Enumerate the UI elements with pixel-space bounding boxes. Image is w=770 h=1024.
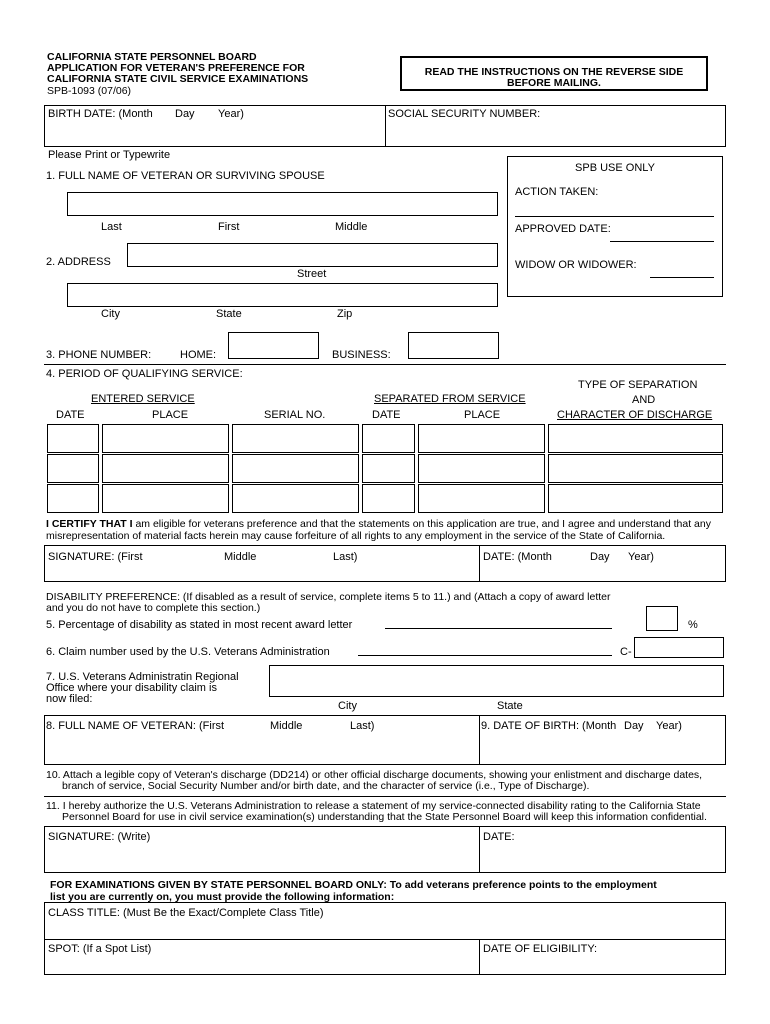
- section-divider: [44, 364, 726, 365]
- service-cell[interactable]: [362, 424, 415, 453]
- service-cell[interactable]: [362, 454, 415, 483]
- form-title-line2: CALIFORNIA STATE CIVIL SERVICE EXAMINATIONS: [47, 73, 309, 85]
- item10-line1: 10. Attach a legible copy of Veteran's discharge (DD214) or other official discharge documents, showing your enlistment and discharge dates,: [46, 769, 703, 781]
- widow-label: WIDOW OR WIDOWER:: [515, 259, 637, 271]
- home-phone-input[interactable]: [228, 332, 319, 359]
- disability-line2: and you do not have to complete this section.): [46, 602, 261, 614]
- character-label: CHARACTER OF DISCHARGE: [557, 409, 713, 421]
- authorization-date-field[interactable]: [483, 846, 721, 870]
- item8-label: 8. FULL NAME OF VETERAN:: [46, 720, 196, 732]
- class-title-field[interactable]: [48, 921, 722, 937]
- divider: [44, 939, 726, 940]
- birth-year-label: Year): [218, 108, 244, 120]
- print-note: Please Print or Typewrite: [48, 149, 171, 161]
- certify-lead: I CERTIFY THAT I: [46, 518, 133, 530]
- birth-date-field[interactable]: [48, 123, 378, 143]
- eligibility-date-field[interactable]: [483, 957, 721, 973]
- service-cell[interactable]: [232, 454, 359, 483]
- action-taken-line: [515, 216, 714, 217]
- service-cell[interactable]: [102, 454, 229, 483]
- approved-date-label: APPROVED DATE:: [515, 223, 611, 235]
- claim-prefix: C-: [620, 646, 632, 658]
- signature-field[interactable]: [48, 565, 473, 580]
- item11-date-label: DATE:: [483, 831, 515, 843]
- address-label: 2. ADDRESS: [46, 256, 111, 268]
- last-label: Last: [101, 221, 122, 233]
- phone-label: 3. PHONE NUMBER:: [46, 349, 152, 361]
- col-place2: PLACE: [464, 409, 501, 421]
- service-cell[interactable]: [102, 484, 229, 513]
- service-cell[interactable]: [47, 454, 99, 483]
- full-name-input[interactable]: [67, 192, 498, 216]
- item7-line1: 7. U.S. Veterans Administratin Regional: [46, 671, 239, 683]
- home-label: HOME:: [180, 349, 217, 361]
- form-number: SPB-1093 (07/06): [47, 85, 132, 97]
- sig-first: SIGNATURE: (First: [48, 551, 143, 563]
- exams-line2: list you are currently on, you must provide the following information:: [50, 891, 395, 903]
- item8-last: Last): [350, 720, 375, 732]
- certify-line1: [46, 518, 711, 530]
- divider: [479, 545, 480, 582]
- col-date: DATE: [56, 409, 85, 421]
- service-cell[interactable]: [362, 484, 415, 513]
- date-day: Day: [590, 551, 610, 563]
- col-date2: DATE: [372, 409, 401, 421]
- item6-line: [358, 655, 612, 656]
- eligibility-label: DATE OF ELIGIBILITY:: [483, 943, 598, 955]
- office-state-label: State: [497, 700, 523, 712]
- exams-line1: FOR EXAMINATIONS GIVEN BY STATE PERSONNEL BOARD ONLY: To add veterans preference points to the employment: [50, 879, 657, 891]
- signature-date-field[interactable]: [483, 565, 721, 580]
- business-phone-input[interactable]: [408, 332, 499, 359]
- service-cell[interactable]: [47, 424, 99, 453]
- full-name-label: 1. FULL NAME OF VETERAN OR SURVIVING SPOUSE: [46, 170, 325, 182]
- disability-line1: DISABILITY PREFERENCE: (If disabled as a result of service, complete items 5 to 11.) and (Attach a copy of award letter: [46, 591, 611, 603]
- zip-label: Zip: [337, 308, 353, 320]
- item9-year: Year): [656, 720, 682, 732]
- service-cell[interactable]: [418, 484, 545, 513]
- birth-day-label: Day: [175, 108, 195, 120]
- item10-line2: branch of service, Social Security Number and/or birth date, and the character of service (i.e., Type of Discharge).: [62, 780, 590, 792]
- ssn-field[interactable]: [390, 123, 720, 143]
- class-title-label: CLASS TITLE: (Must Be the Exact/Complete Class Title): [48, 907, 324, 919]
- disability-percent-input[interactable]: [646, 606, 678, 631]
- ssn-label: SOCIAL SECURITY NUMBER:: [388, 108, 541, 120]
- action-taken-label: ACTION TAKEN:: [515, 186, 599, 198]
- street-input[interactable]: [127, 243, 498, 267]
- regional-office-input[interactable]: [269, 665, 724, 697]
- approved-date-line: [610, 241, 714, 242]
- form-title-line1: APPLICATION FOR VETERAN'S PREFERENCE FOR: [47, 62, 305, 74]
- divider: [479, 939, 480, 975]
- service-period-label: 4. PERIOD OF QUALIFYING SERVICE:: [46, 368, 243, 380]
- item9-day: Day: [624, 720, 644, 732]
- item8-middle: Middle: [270, 720, 303, 732]
- authorization-signature-field[interactable]: [48, 846, 473, 870]
- service-cell[interactable]: [548, 424, 723, 453]
- office-city-label: City: [338, 700, 357, 712]
- city-label: City: [101, 308, 120, 320]
- item11-sig-label: SIGNATURE: (Write): [48, 831, 151, 843]
- divider: [385, 105, 386, 147]
- notice-line2: BEFORE MAILING.: [507, 77, 601, 89]
- section-divider: [44, 796, 726, 797]
- sig-middle: Middle: [224, 551, 257, 563]
- service-cell[interactable]: [232, 424, 359, 453]
- spot-label: SPOT: (If a Spot List): [48, 943, 152, 955]
- agency-name: CALIFORNIA STATE PERSONNEL BOARD: [47, 51, 257, 63]
- certify-line2: misrepresentation of material facts herein may cause forfeiture of all rights to any employment in the service of the State of California.: [46, 530, 666, 542]
- business-label: BUSINESS:: [332, 349, 391, 361]
- item5-line: [385, 628, 612, 629]
- divider: [479, 826, 480, 873]
- item9-label: 9. DATE OF BIRTH: (Month: [481, 720, 617, 732]
- col-serial: SERIAL NO.: [264, 409, 326, 421]
- service-cell[interactable]: [548, 484, 723, 513]
- first-label: First: [218, 221, 240, 233]
- item11-line2: Personnel Board for use in civil service examination(s) understanding that the State Personnel Board will keep this information confidential.: [62, 811, 707, 823]
- col-place: PLACE: [152, 409, 189, 421]
- type-separation-label: TYPE OF SEPARATION: [578, 379, 698, 391]
- separated-service-label: SEPARATED FROM SERVICE: [374, 393, 526, 405]
- percent-sign: %: [688, 619, 698, 631]
- service-cell[interactable]: [418, 424, 545, 453]
- and-label: AND: [632, 394, 656, 406]
- item5-label: 5. Percentage of disability as stated in most recent award letter: [46, 619, 353, 631]
- claim-number-input[interactable]: [634, 637, 724, 658]
- widow-line: [650, 277, 714, 278]
- service-cell[interactable]: [47, 484, 99, 513]
- date-year: Year): [628, 551, 654, 563]
- service-cell[interactable]: [232, 484, 359, 513]
- entered-service-label: ENTERED SERVICE: [91, 393, 195, 405]
- veteran-dob-field[interactable]: [483, 736, 721, 762]
- item7-line3: now filed:: [46, 693, 93, 705]
- spot-field[interactable]: [48, 957, 473, 973]
- birth-date-label: BIRTH DATE: (Month: [48, 108, 153, 120]
- street-label: Street: [297, 268, 327, 280]
- divider: [479, 715, 480, 765]
- veteran-name-field[interactable]: [48, 736, 473, 762]
- certify-text: am eligible for veterans preference and that the statements on this application are true, and I agree and understand that any: [132, 518, 711, 530]
- item8-first: (First: [199, 720, 225, 732]
- item6-label: 6. Claim number used by the U.S. Veterans Administration: [46, 646, 330, 658]
- service-cell[interactable]: [102, 424, 229, 453]
- middle-label: Middle: [335, 221, 368, 233]
- service-cell[interactable]: [418, 454, 545, 483]
- item11-line1: 11. I hereby authorize the U.S. Veterans Administration to release a statement of my service-connected disability rating to the California State: [46, 800, 701, 812]
- city-state-zip-input[interactable]: [67, 283, 498, 307]
- instructions-notice: [400, 56, 708, 91]
- item7-line2: Office where your disability claim is: [46, 682, 217, 694]
- sig-last: Last): [333, 551, 358, 563]
- spb-use-only-box: [507, 156, 723, 297]
- date-month: DATE: (Month: [483, 551, 552, 563]
- notice-line1: READ THE INSTRUCTIONS ON THE REVERSE SIDE: [424, 66, 684, 78]
- spb-title: SPB USE ONLY: [575, 162, 655, 174]
- service-cell[interactable]: [548, 454, 723, 483]
- state-label: State: [216, 308, 242, 320]
